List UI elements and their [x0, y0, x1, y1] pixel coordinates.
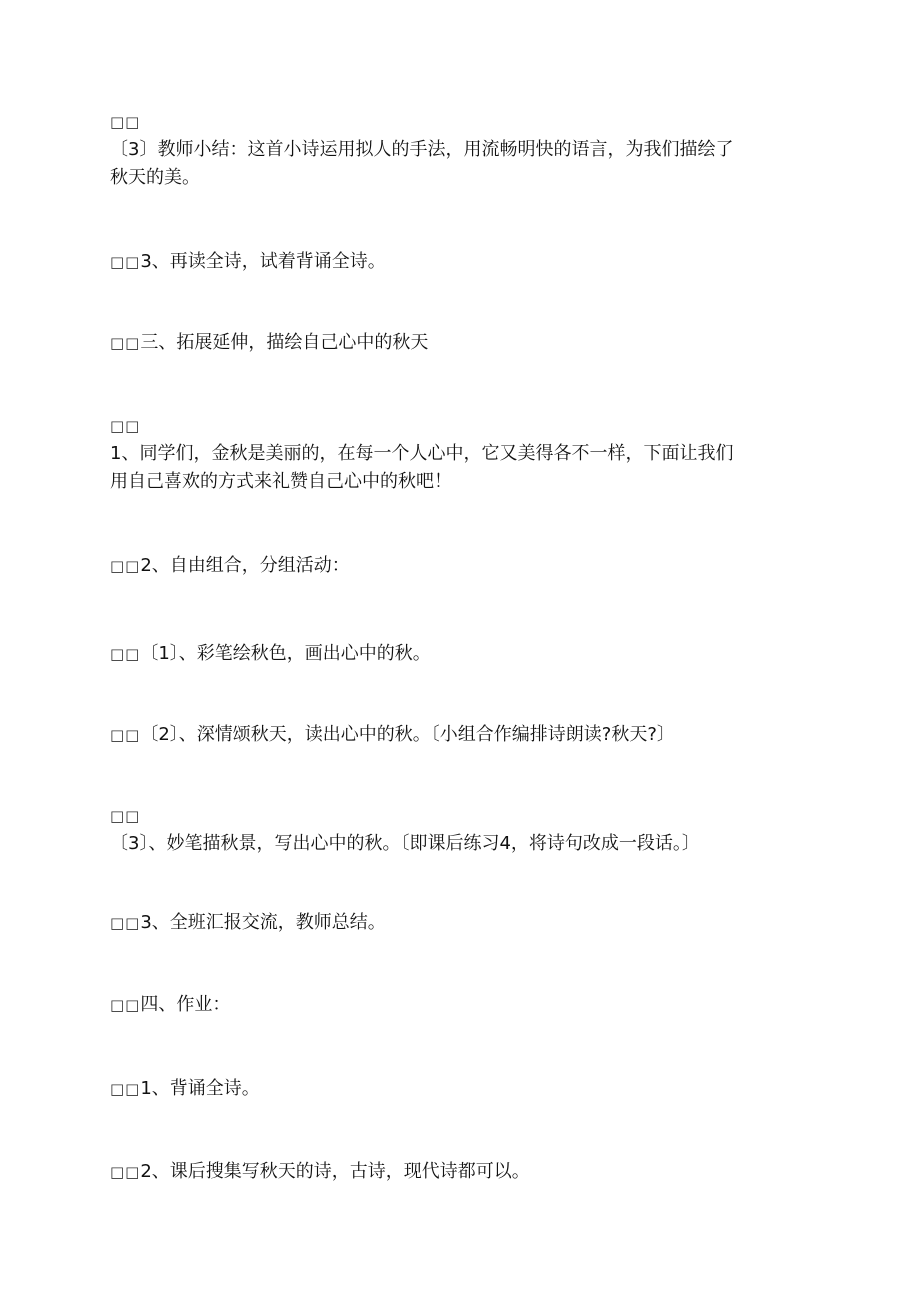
- bullet-marks: □□: [110, 417, 141, 435]
- paragraph-line: 〔3〕、妙笔描秋景，写出心中的秋。〔即课后练习4，将诗句改成一段话。〕: [110, 833, 700, 854]
- bullet-marks: □□: [110, 914, 141, 932]
- paragraph-text: 3、再读全诗，试着背诵全诗。: [140, 251, 386, 272]
- paragraph-activity-3: [110, 802, 700, 858]
- paragraph-homework-2: [110, 1158, 530, 1186]
- paragraph-text: 3、全班汇报交流，教师总结。: [140, 912, 386, 933]
- bullet-marks: □□: [110, 996, 141, 1014]
- paragraph-activity-1: [110, 640, 431, 668]
- section-heading-extension: [110, 329, 428, 357]
- paragraph-group-activity: [110, 552, 350, 580]
- bullet-marks: □□: [110, 334, 141, 352]
- paragraph-text: 〔1〕、彩笔绘秋色，画出心中的秋。: [140, 643, 431, 664]
- paragraph-text: 〔2〕、深情颂秋天，读出心中的秋。〔小组合作编排诗朗读?秋天?〕: [140, 724, 675, 745]
- bullet-marks: □□: [110, 645, 141, 663]
- bullet-marks: □□: [110, 557, 141, 575]
- paragraph-class-report: [110, 909, 386, 937]
- paragraph-activity-2: [110, 721, 675, 749]
- section-heading-homework: [110, 991, 230, 1019]
- paragraph-reread: [110, 248, 386, 276]
- section-heading-text: 四、作业：: [140, 994, 231, 1015]
- bullet-marks: □□: [110, 807, 141, 825]
- paragraph-line: 用自己喜欢的方式来礼赞自己心中的秋吧！: [110, 471, 452, 492]
- bullet-marks: □□: [110, 726, 141, 744]
- paragraph-line: 〔3〕教师小结：这首小诗运用拟人的手法，用流畅明快的语言，为我们描绘了: [110, 139, 734, 160]
- bullet-marks: □□: [110, 113, 141, 131]
- bullet-marks: □□: [110, 253, 141, 271]
- paragraph-text: 1、背诵全诗。: [140, 1078, 260, 1099]
- section-heading-text: 三、拓展延伸，描绘自己心中的秋天: [140, 332, 429, 353]
- paragraph-homework-1: [110, 1075, 260, 1103]
- paragraph-golden-autumn: [110, 412, 733, 496]
- paragraph-text: 2、课后搜集写秋天的诗，古诗，现代诗都可以。: [140, 1161, 530, 1182]
- bullet-marks: □□: [110, 1080, 141, 1098]
- paragraph-line: 秋天的美。: [110, 167, 200, 188]
- paragraph-text: 2、自由组合，分组活动：: [140, 555, 350, 576]
- bullet-marks: □□: [110, 1163, 141, 1181]
- paragraph-line: 1、同学们，金秋是美丽的，在每一个人心中，它又美得各不一样，下面让我们: [110, 443, 734, 464]
- paragraph-teacher-summary: [110, 108, 733, 192]
